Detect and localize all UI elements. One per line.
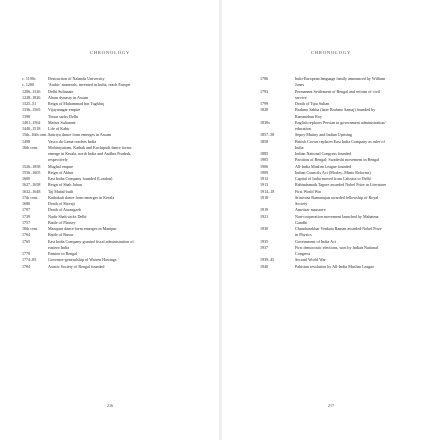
- row-date: 1739: [22, 213, 31, 219]
- row-date: 1919: [260, 207, 269, 213]
- row-event: Partition of Bengal; Swadeshi movement in Bengal: [295, 157, 380, 163]
- row-event: First World War: [295, 188, 322, 194]
- row-event: service: [295, 94, 307, 100]
- row-date: 1325–51: [22, 101, 37, 106]
- row-event: Sattriya dance form emerges in Assam: [48, 132, 112, 138]
- row-event: Rammohun Roy: [295, 113, 322, 119]
- row-event: Congress: [295, 251, 311, 256]
- row-date: 1774–85: [22, 257, 37, 263]
- row-event: Timur sacks Delhi: [48, 113, 79, 119]
- row-event: Jones: [295, 82, 305, 88]
- row-event: Destruction of Nalanda University: [48, 76, 105, 81]
- row-event: Non-cooperation movement launched by Mahatma: [295, 213, 379, 219]
- row-event: Indian Councils Act (Morley–Minto Reforms): [295, 169, 371, 175]
- row-event: English replaces Persian in government administration/: [295, 119, 386, 125]
- row-event: Ahom dynasty in Assam: [48, 94, 89, 100]
- row-event: Amritsar massacre: [295, 207, 326, 213]
- row-date: 1600: [22, 176, 31, 181]
- row-date: 1799: [260, 101, 269, 106]
- row-event: Indo-European language family announced by William: [295, 76, 386, 81]
- chronology-list: [260, 76, 430, 270]
- row-event: Malwa Sultanate: [48, 119, 76, 125]
- row-date: 1912: [260, 176, 269, 181]
- row-date: 1764: [22, 232, 31, 238]
- row-date: 1765: [22, 238, 31, 244]
- row-date: 1793: [260, 88, 269, 94]
- row-event: Reign of Muhammad bin Tughlaq: [48, 101, 104, 106]
- row-date: 1930: [260, 226, 269, 231]
- row-date: 1757: [22, 219, 31, 225]
- row-event: Reign of Akbar: [48, 169, 74, 175]
- row-date: 1830s: [260, 119, 270, 125]
- row-event: East India Company founded (London): [48, 176, 113, 181]
- row-event: Permanent Settlement of Bengal and reform of civil: [295, 88, 380, 94]
- row-event: All-India Muslim League founded: [295, 163, 352, 169]
- row-date: 1526–1858: [22, 163, 41, 169]
- row-event: Vijayanagar empire: [48, 107, 81, 113]
- row-event: Famine in Bengal: [48, 251, 78, 256]
- row-date: 17th cent.: [22, 194, 39, 200]
- row-date: 18th cent.: [22, 226, 39, 231]
- row-event: Delhi Sultanate: [48, 88, 74, 94]
- row-date: 1498: [22, 138, 31, 144]
- row-event: Life of Kabir: [48, 126, 70, 131]
- chronology-row: [22, 264, 204, 270]
- running-head: CHRONOLOGY: [89, 50, 131, 55]
- row-event: Kathakali dance form emerges in Kerala: [48, 194, 115, 200]
- row-date: 1680: [22, 201, 31, 206]
- row-date: 1786: [260, 76, 269, 81]
- chronology-list: [22, 76, 204, 270]
- row-date: 1336–1565: [22, 107, 41, 113]
- row-event: India: [295, 144, 304, 150]
- row-date: 1228–1826: [22, 94, 41, 100]
- row-event: Battle of Plassey: [48, 219, 76, 225]
- row-date: 16th cent.: [22, 144, 39, 150]
- running-head: CHRONOLOGY: [310, 50, 352, 55]
- row-event: Second World War: [295, 257, 326, 263]
- chronology-row: [260, 264, 430, 270]
- row-event: respectively: [48, 157, 68, 163]
- row-date: 1918: [260, 194, 269, 200]
- row-date: 1909: [260, 169, 269, 175]
- page-number: 217: [327, 403, 335, 408]
- row-date: 1935: [260, 238, 269, 244]
- page-number: 216: [106, 403, 114, 408]
- row-date: 1784: [22, 263, 31, 269]
- row-event: eastern India: [48, 244, 70, 250]
- row-event: Governor-generalship of Warren Hastings: [48, 257, 117, 263]
- row-date: 1937: [260, 244, 269, 250]
- row-date: 1858: [260, 138, 269, 144]
- row-event: Srinivasa Ramanujan awarded fellowship of Royal: [295, 194, 379, 200]
- row-event: Taj Mahal built: [48, 188, 74, 194]
- row-event: Indian National Congress founded: [295, 151, 352, 156]
- row-date: 1627–1658: [22, 182, 41, 188]
- row-date: 1707: [22, 207, 31, 213]
- row-event: Mughal empire: [48, 163, 74, 169]
- row-event: Sepoy Mutiny and Indian Uprising: [295, 132, 353, 138]
- row-event: Government of India Act: [295, 238, 337, 244]
- row-event: Nadir Shah sacks Delhi: [48, 213, 87, 219]
- row-event: Reign of Shah Jahan: [48, 182, 82, 188]
- row-event: Manipuri dance form emerges in Manipur: [48, 226, 117, 231]
- row-event: Vasco da Gama reaches India: [48, 138, 97, 144]
- row-date: 1940: [260, 263, 269, 269]
- row-event: Pakistan resolution by All-India Muslim League: [295, 263, 375, 269]
- row-event: Capital of India moved from Calcutta to Delhi: [295, 176, 371, 181]
- row-event: Rabindranath Tagore awarded Nobel Prize in Literature: [295, 182, 387, 188]
- row-date: 1770: [22, 251, 31, 256]
- row-event: Death of Aurangzeb: [48, 207, 81, 213]
- row-event: Asiatic Society of Bengal founded: [48, 263, 105, 269]
- row-date: 1885: [260, 151, 269, 156]
- row-event: Society: [295, 201, 308, 206]
- row-event: Death of Tipu Sultan: [295, 101, 330, 106]
- row-event: Death of Shivaji: [48, 201, 75, 206]
- row-event: Gandhi: [295, 219, 308, 225]
- row-date: 1905: [260, 157, 269, 163]
- row-date: 1921: [260, 213, 269, 219]
- row-event: East India Company granted fiscal administration of: [48, 238, 134, 244]
- row-event: 'Arabic' numerals, invented in India, reach Europe: [48, 82, 131, 88]
- row-date: 1632–1648: [22, 188, 41, 194]
- row-date: 1440–1518: [22, 126, 41, 131]
- row-date: 1206–1526: [22, 88, 41, 94]
- row-date: c. 1200: [22, 82, 35, 88]
- row-date: 1398: [22, 113, 31, 119]
- row-date: 1906: [260, 163, 269, 169]
- row-date: 1556–1605: [22, 169, 41, 175]
- row-event: First democratic elections, won by Indian National: [295, 244, 379, 250]
- row-event: British Crown replaces East India Company as ruler of: [295, 138, 385, 144]
- row-date: 1914–18: [260, 188, 275, 194]
- row-date: c. 1190s: [22, 76, 36, 81]
- row-event: in Physics: [295, 232, 312, 238]
- row-event: Mohiniyattam, Kathak and Kuchipudi dance forms: [48, 144, 132, 150]
- right-page: [222, 0, 440, 440]
- row-date: 1913: [260, 182, 269, 188]
- row-date: 1401–1562: [22, 119, 41, 125]
- row-date: 15th–16th cent.: [22, 132, 48, 138]
- row-date: 1857–58: [260, 132, 275, 138]
- row-event: emerge in Kerala, north India and Andhra Pradesh,: [48, 151, 132, 156]
- row-event: education: [295, 126, 311, 131]
- row-event: Battle of Buxar: [48, 232, 74, 238]
- row-event: Chandrasekhar Venkata Raman awarded Nobel Prize: [295, 226, 382, 231]
- row-date: 1939–45: [260, 257, 275, 263]
- row-event: Brahmo Sabha (later Brahmo Samaj) founded by: [295, 107, 376, 113]
- row-date: 1828: [260, 107, 269, 113]
